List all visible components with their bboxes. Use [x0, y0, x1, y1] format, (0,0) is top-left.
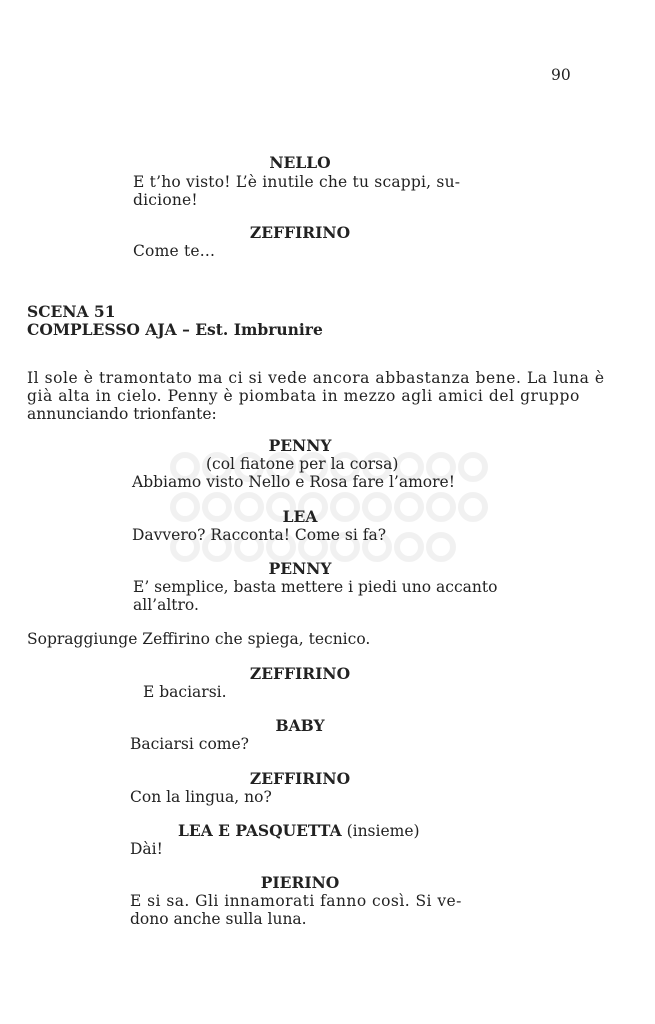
character-name: PIERINO	[260, 873, 340, 892]
action-line: già alta in cielo. Penny è piombata in mezzo agli amici del gruppo	[27, 387, 580, 405]
dialogue-line: Davvero? Racconta! Come si fa?	[132, 526, 387, 544]
action-line: Sopraggiunge Zeffirino che spiega, tecnico.	[27, 630, 371, 648]
action-line: annunciando trionfante:	[27, 405, 217, 423]
parenthetical: (insieme)	[346, 822, 420, 840]
scene-number: SCENA 51	[27, 302, 116, 321]
dialogue-line: Come te...	[133, 242, 216, 260]
dialogue-line: Con la lingua, no?	[130, 788, 272, 806]
character-name: LEA	[282, 507, 318, 526]
dialogue-line: E baciarsi.	[143, 683, 227, 701]
dialogue-line: Baciarsi come?	[130, 735, 249, 753]
character-name: BABY	[275, 716, 325, 735]
scene-heading: COMPLESSO AJA – Est. Imbrunire	[27, 320, 323, 339]
dialogue-line: E si sa. Gli innamorati fanno così. Si ve-	[130, 892, 462, 910]
character-name: ZEFFIRINO	[249, 769, 351, 788]
page-number: 90	[551, 66, 571, 84]
character-cue	[178, 822, 420, 840]
character-name: PENNY	[268, 436, 332, 455]
dialogue-line: Dài!	[130, 840, 163, 858]
character-name: ZEFFIRINO	[249, 223, 351, 242]
character-name: NELLO	[269, 153, 331, 172]
dialogue-line: all’altro.	[133, 596, 199, 614]
dialogue-line: dono anche sulla luna.	[130, 910, 307, 928]
dialogue-line: E t’ho visto! L’è inutile che tu scappi, su-	[133, 173, 461, 191]
character-name: LEA E PASQUETTA	[178, 821, 342, 840]
character-name: ZEFFIRINO	[249, 664, 351, 683]
parenthetical: (col fiatone per la corsa)	[206, 455, 399, 473]
action-line: Il sole è tramontato ma ci si vede ancora abbastanza bene. La luna è	[27, 369, 605, 387]
dialogue-line: dicione!	[133, 191, 198, 209]
dialogue-line: E’ semplice, basta mettere i piedi uno accanto	[133, 578, 498, 596]
dialogue-line: Abbiamo visto Nello e Rosa fare l’amore!	[132, 473, 455, 491]
character-name: PENNY	[268, 559, 332, 578]
